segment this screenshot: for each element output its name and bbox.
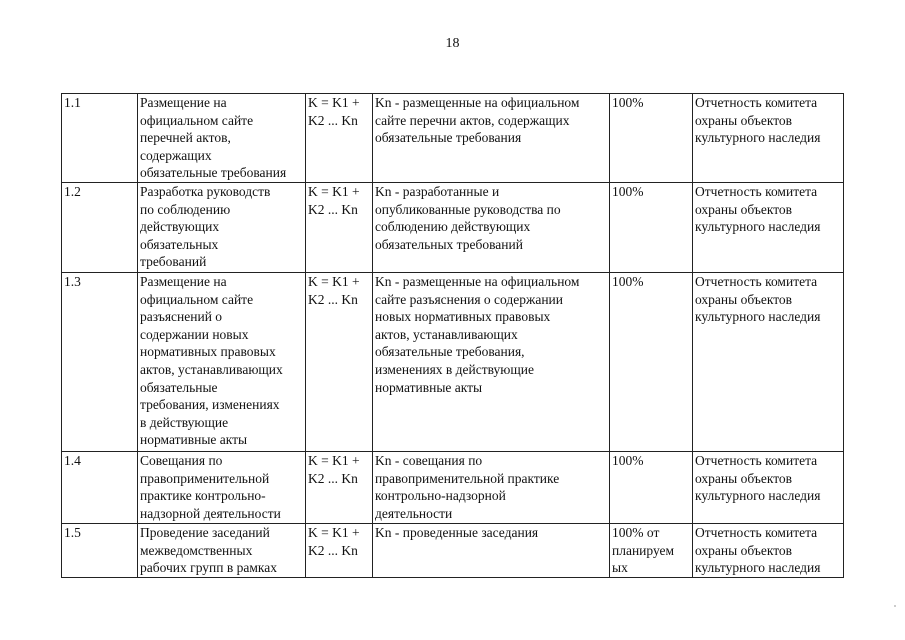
source-cell: Отчетность комитета охраны объектов культурного наследия bbox=[693, 94, 844, 183]
row-number-cell: 1.2 bbox=[62, 183, 138, 273]
event-cell: Размещение на официальном сайте перечней актов, содержащих обязательные требования bbox=[138, 94, 306, 183]
source-cell: Отчетность комитета охраны объектов культурного наследия bbox=[693, 183, 844, 273]
source-cell: Отчетность комитета охраны объектов культурного наследия bbox=[693, 452, 844, 524]
table-row bbox=[62, 452, 844, 524]
formula-cell: K = K1 + K2 ... Kn bbox=[306, 273, 373, 452]
formula-cell: K = K1 + K2 ... Kn bbox=[306, 452, 373, 524]
row-number-cell: 1.4 bbox=[62, 452, 138, 524]
event-cell: Разработка руководств по соблюдению действующих обязательных требований bbox=[138, 183, 306, 273]
source-cell: Отчетность комитета охраны объектов культурного наследия bbox=[693, 273, 844, 452]
target-value-cell: 100% bbox=[610, 452, 693, 524]
page-number: 18 bbox=[445, 36, 460, 51]
table-row bbox=[62, 94, 844, 183]
target-value-cell: 100% bbox=[610, 94, 693, 183]
description-cell: Kn - совещания по правоприменительной практике контрольно-надзорной деятельности bbox=[373, 452, 610, 524]
target-value-cell: 100% bbox=[610, 273, 693, 452]
row-number-cell: 1.3 bbox=[62, 273, 138, 452]
scan-speck bbox=[894, 605, 896, 607]
description-cell: Kn - разработанные и опубликованные руководства по соблюдению действующих обязательных требований bbox=[373, 183, 610, 273]
description-cell: Kn - проведенные заседания bbox=[373, 524, 610, 578]
row-number-cell: 1.1 bbox=[62, 94, 138, 183]
description-cell: Kn - размещенные на официальном сайте перечни актов, содержащих обязательные требования bbox=[373, 94, 610, 183]
indicators-table bbox=[61, 93, 844, 578]
table-row bbox=[62, 524, 844, 578]
row-number-cell: 1.5 bbox=[62, 524, 138, 578]
table-row bbox=[62, 273, 844, 452]
target-value-cell: 100% bbox=[610, 183, 693, 273]
event-cell: Размещение на официальном сайте разъяснений о содержании новых нормативных правовых актов, устанавливающих обязательные требования, изменениях в действующие нормативные акты bbox=[138, 273, 306, 452]
description-cell: Kn - размещенные на официальном сайте разъяснения о содержании новых нормативных правовых актов, устанавливающих обязательные требования, изменениях в действующие нормативные акты bbox=[373, 273, 610, 452]
formula-cell: K = K1 + K2 ... Kn bbox=[306, 94, 373, 183]
table-row bbox=[62, 183, 844, 273]
source-cell: Отчетность комитета охраны объектов культурного наследия bbox=[693, 524, 844, 578]
formula-cell: K = K1 + K2 ... Kn bbox=[306, 524, 373, 578]
event-cell: Проведение заседаний межведомственных рабочих групп в рамках bbox=[138, 524, 306, 578]
formula-cell: K = K1 + K2 ... Kn bbox=[306, 183, 373, 273]
target-value-cell: 100% от планируем ых bbox=[610, 524, 693, 578]
event-cell: Совещания по правоприменительной практике контрольно- надзорной деятельности bbox=[138, 452, 306, 524]
